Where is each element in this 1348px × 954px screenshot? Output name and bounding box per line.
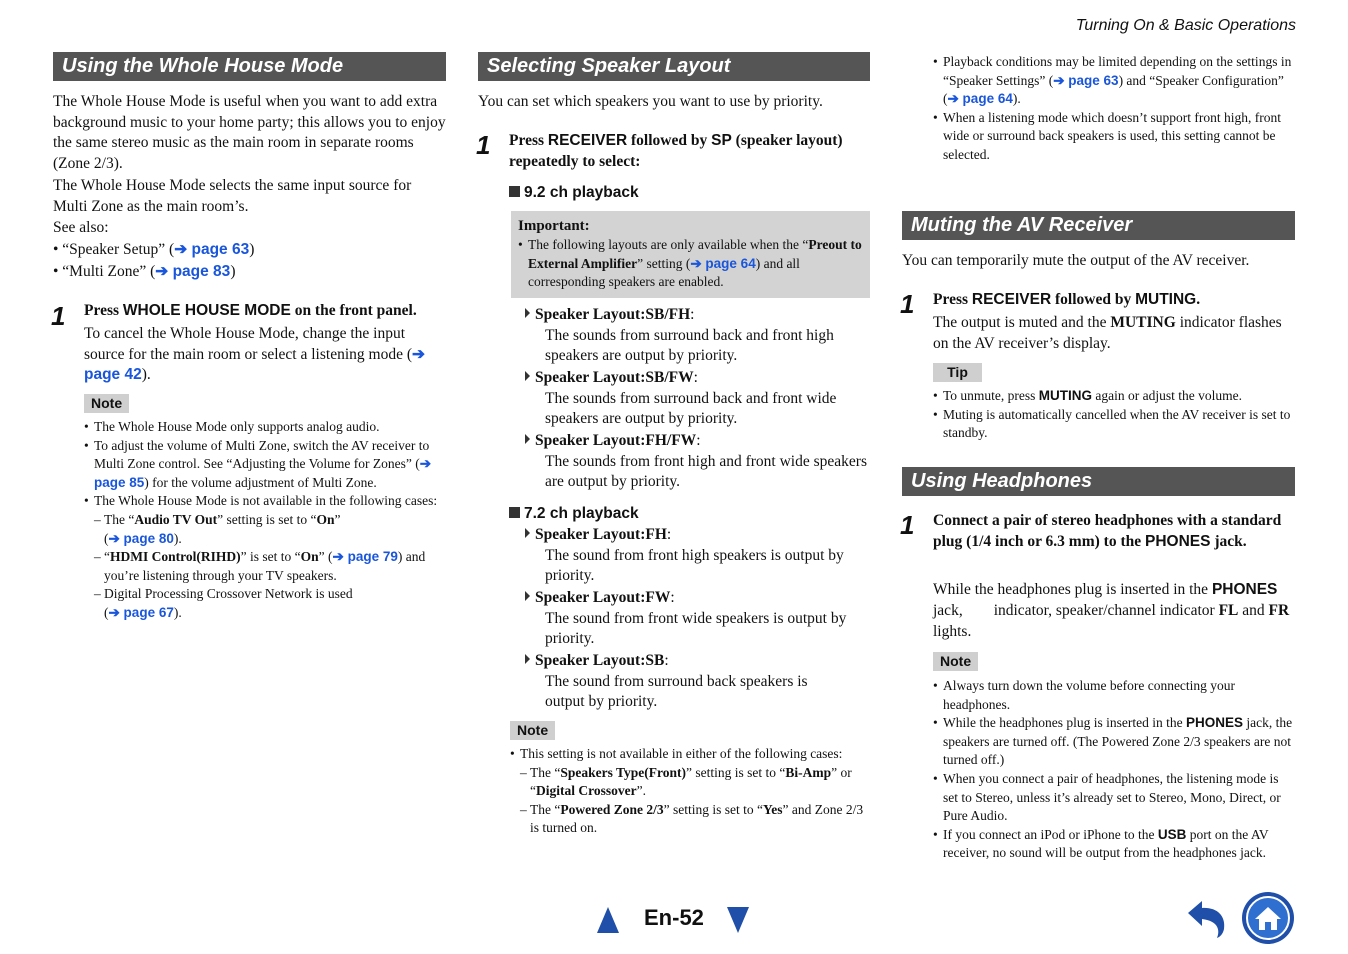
option-fh: Speaker Layout:FH: The sound from front high speakers is output by priority. (525, 525, 870, 587)
text: The “ (530, 764, 561, 780)
step-body (933, 313, 1295, 354)
paragraph: You can temporarily mute the output of the AV receiver. (902, 252, 1250, 269)
text: To cancel the Whole House Mode, change the input source for the main room or select a listening mode ( (84, 325, 412, 363)
text: ” setting is set to “ (686, 764, 786, 780)
paragraph: The Whole House Mode is useful when you want to add extra background music to your home party; this allows you to enjoy the same stereo music as the main room in separate rooms (Zone 2/3). (53, 93, 446, 172)
text: The Whole House Mode is not available in the following cases: (94, 493, 438, 509)
indicator-name: FL (1218, 602, 1239, 619)
text: Digital Processing Crossover Network is used (104, 586, 353, 602)
page-link[interactable]: ➔ page 42 (84, 345, 425, 383)
setting-value: Bi-Amp (785, 764, 832, 780)
note-list (510, 745, 870, 838)
note-item (510, 745, 870, 838)
page-number: En-52 (644, 905, 704, 930)
tip-list (933, 387, 1295, 443)
text: ” setting ( (637, 255, 691, 271)
square-bullet-icon (509, 507, 520, 518)
key-name: MUTING (1038, 388, 1093, 403)
step-instruction (84, 301, 446, 322)
key-name: RECEIVER (971, 291, 1052, 308)
text: ) for the volume adjustment of Multi Zone. (144, 474, 377, 490)
section-title-headphones: Using Headphones (902, 467, 1295, 496)
text: ” ( (318, 549, 333, 565)
see-also-item (53, 240, 446, 261)
text: The output is muted and the (933, 314, 1111, 331)
important-item (518, 236, 862, 292)
text: Playback conditions may be limited depending on the settings in “Speaker Settings” ( (943, 54, 1292, 88)
indicator-name: FR (1268, 602, 1290, 619)
note-item (933, 53, 1295, 109)
text: To unmute, press (943, 388, 1039, 403)
step-instruction (933, 511, 1295, 552)
text: ”. (636, 783, 646, 799)
case-list (520, 764, 870, 838)
note-label: Note (510, 721, 555, 740)
back-arrow-icon[interactable] (1180, 895, 1230, 939)
text: ) and all corresponding speakers are enabled. (528, 255, 800, 290)
subheading-7-2ch (509, 504, 639, 524)
setting-value: On (316, 511, 335, 527)
page-link[interactable]: ➔ page 67 (108, 604, 174, 620)
triangle-down-icon[interactable] (727, 907, 749, 933)
option-sb-fh: Speaker Layout:SB/FH: The sounds from surround back and front high speakers are output by priority. (525, 305, 870, 367)
case-list (94, 511, 446, 623)
step-number: 1 (476, 130, 491, 160)
text: ” (334, 511, 341, 527)
important-box (511, 211, 870, 298)
key-name: WHOLE HOUSE MODE (122, 302, 291, 319)
text: ” or “ (530, 764, 852, 799)
text: ” and Zone 2/3 is turned on. (530, 801, 864, 836)
key-name: MUTING (1135, 291, 1197, 308)
setting-value: Yes (762, 801, 783, 817)
page-link[interactable]: ➔ page 79 (332, 549, 398, 565)
option-sb-fw: Speaker Layout:SB/FW: The sounds from surround back and front wide speakers are output by priority. (525, 368, 870, 430)
see-also-label: See also: (53, 219, 109, 236)
indicator-name: MUTING (1110, 314, 1176, 331)
text: 9.2 ch playback (524, 184, 639, 201)
text: jack, indicator, speaker/channel indicator (933, 581, 1282, 619)
text: ) and you’re listening through your TV speakers. (104, 549, 426, 583)
page-link[interactable]: ➔ page 64 (690, 255, 756, 271)
setting-value: Digital Crossover (536, 783, 637, 799)
text: 7.2 ch playback (524, 505, 639, 522)
square-bullet-icon (509, 186, 520, 197)
option-desc: The sound from front wide speakers is output by priority. (545, 609, 847, 647)
note-label: Note (84, 394, 129, 413)
step-number: 1 (51, 301, 66, 331)
triangle-up-icon[interactable] (597, 907, 619, 933)
step-number: 1 (900, 289, 915, 319)
case-item (94, 548, 446, 585)
text: ) (249, 241, 255, 258)
case-item: – Digital Processing Crossover Network is used (➔ page 67). (94, 585, 446, 622)
triangle-right-icon (525, 528, 530, 538)
page-link[interactable]: ➔ page 63 (174, 241, 250, 258)
paragraph: The Whole House Mode selects the same input source for Multi Zone as the main room’s. (53, 177, 412, 215)
jack-name: PHONES (1211, 581, 1278, 598)
setting-name: Powered Zone 2/3 (560, 801, 664, 817)
text: and (1238, 602, 1269, 619)
running-head: Turning On & Basic Operations (1075, 17, 1296, 34)
text: While the headphones plug is inserted in the (943, 715, 1186, 731)
section-title-speaker-layout: Selecting Speaker Layout (478, 52, 870, 81)
text: ” setting is set to “ (663, 801, 763, 817)
tip-item (933, 387, 1295, 406)
setting-name: HDMI Control(RIHD) (110, 549, 241, 565)
option-desc: The sounds from surround back and front high speakers are output by priority. (545, 326, 834, 364)
text: jack. (1210, 532, 1247, 550)
option-desc: The sound from surround back speakers is output by priority. (545, 672, 808, 710)
section-title-whole-house: Using the Whole House Mode (53, 52, 446, 81)
option-name: Speaker Layout:SB (535, 652, 665, 669)
port-name: USB (1157, 826, 1187, 842)
text: To adjust the volume of Multi Zone, switch the AV receiver to Multi Zone control. See “Adjusting the Volume for Zones” ( (94, 437, 430, 472)
triangle-right-icon (525, 591, 530, 601)
note-label: Note (933, 652, 978, 671)
triangle-right-icon (525, 308, 530, 318)
text: If you connect an iPod or iPhone to the (943, 826, 1158, 842)
key-name: PHONES (1144, 532, 1211, 550)
jack-name: PHONES (1185, 715, 1243, 731)
text: The “ (104, 511, 135, 527)
key-name: SP (711, 132, 732, 149)
setting-name: Preout to External Amplifier (528, 237, 862, 271)
see-also-item (53, 262, 446, 283)
text: • “Speaker Setup” ( (53, 241, 175, 258)
option-desc: The sound from front high speakers is output by priority. (545, 546, 844, 584)
important-title: Important: (518, 218, 590, 234)
note-item (933, 714, 1295, 770)
text: lights. (933, 623, 972, 640)
page-link[interactable]: ➔ page 80 (108, 530, 174, 546)
option-fh-fw: Speaker Layout:FH/FW: The sounds from front high and front wide speakers are output by priority. (525, 431, 870, 493)
text: “ (104, 549, 110, 565)
text: While the headphones plug is inserted in the (933, 581, 1212, 598)
note-item (933, 826, 1295, 863)
triangle-right-icon (525, 371, 530, 381)
text: ) and “Speaker Configuration” ( (943, 72, 1284, 107)
text: . (1196, 291, 1201, 308)
note-item: • Always turn down the volume before connecting your headphones. (933, 677, 1295, 714)
text: followed by (1051, 291, 1136, 308)
continued-note-list (933, 53, 1295, 165)
triangle-right-icon (525, 654, 530, 664)
option-fw: Speaker Layout:FW: The sound from front wide speakers is output by priority. (525, 588, 870, 650)
note-item (84, 437, 446, 493)
text: ). (141, 366, 151, 383)
text: followed by (627, 132, 712, 149)
text: ). (1012, 91, 1021, 107)
option-name: Speaker Layout:FH (535, 526, 667, 543)
paragraph: You can set which speakers you want to use by priority. (478, 93, 823, 110)
case-item: – The “Audio TV Out” setting is set to “On” (➔ page 80). (94, 511, 446, 548)
section-title-muting: Muting the AV Receiver (902, 211, 1295, 240)
tip-label: Tip (933, 363, 982, 382)
note-item: • The Whole House Mode only supports analog audio. (84, 418, 446, 437)
step-instruction (933, 290, 1295, 311)
triangle-right-icon (525, 434, 530, 444)
text: on the front panel. (290, 302, 417, 319)
option-name: Speaker Layout:SB/FH (535, 306, 691, 323)
text: again or adjust the volume. (1092, 388, 1243, 403)
step-body (84, 324, 446, 386)
text: port on the AV receiver, no sound will be output from the headphones jack. (943, 826, 1269, 861)
text: indicator flashes on the AV receiver’s display. (933, 314, 1282, 352)
step-instruction (509, 131, 870, 172)
option-desc: The sounds from front high and front wide speakers are output by priority. (545, 452, 867, 490)
text: (speaker layout) repeatedly to select: (509, 132, 843, 170)
text: The following layouts are only available when the “ (528, 237, 809, 252)
option-name: Speaker Layout:FW (535, 589, 671, 606)
case-item (520, 801, 870, 838)
text: ” is set to “ (240, 549, 301, 565)
note-item: • When a listening mode which doesn’t support front high, front wide or surround back speakers is used, this setting cannot be selected. (933, 109, 1295, 165)
setting-name: Speakers Type(Front) (560, 764, 686, 780)
text: ) (230, 263, 236, 280)
page-link[interactable]: ➔ page 83 (155, 263, 231, 280)
note-list (84, 418, 446, 623)
text: Press (509, 132, 548, 149)
step-number: 1 (900, 510, 915, 540)
text: Press (84, 302, 123, 319)
case-item (520, 764, 870, 801)
note-list (933, 677, 1295, 863)
setting-value: On (300, 549, 319, 565)
text: The “ (530, 801, 561, 817)
text: Connect a pair of stereo headphones with a standard plug (1/4 inch or 6.3 mm) to the (933, 512, 1282, 550)
option-sb: Speaker Layout:SB: The sound from surround back speakers is output by priority. (525, 651, 870, 713)
text: This setting is not available in either of the following cases: (520, 746, 843, 761)
note-item: • When you connect a pair of headphones, the listening mode is set to Stereo, unless it’s already set to Stereo, Mono, Direct, or Pure Audio. (933, 770, 1295, 826)
home-icon[interactable] (1241, 891, 1295, 945)
text: Press (933, 291, 972, 308)
important-list (518, 236, 862, 292)
page-link[interactable]: ➔ page 63 (1053, 72, 1119, 88)
text: jack, the speakers are turned off. (The Powered Zone 2/3 speakers are not turned off.) (943, 715, 1293, 768)
step-body (933, 579, 1295, 642)
subheading-9-2ch (509, 183, 639, 203)
option-desc: The sounds from surround back and front wide speakers are output by priority. (545, 389, 837, 427)
text: • “Multi Zone” ( (53, 263, 156, 280)
page-link[interactable]: ➔ page 85 (94, 456, 432, 490)
text: ” setting is set to “ (217, 511, 317, 527)
option-name: Speaker Layout:FH/FW (535, 432, 697, 449)
note-item (84, 492, 446, 622)
option-name: Speaker Layout:SB/FW (535, 369, 694, 386)
setting-name: Audio TV Out (134, 511, 218, 527)
tip-item: • Muting is automatically cancelled when the AV receiver is set to standby. (933, 406, 1295, 443)
page-link[interactable]: ➔ page 64 (947, 91, 1013, 107)
key-name: RECEIVER (547, 132, 628, 149)
